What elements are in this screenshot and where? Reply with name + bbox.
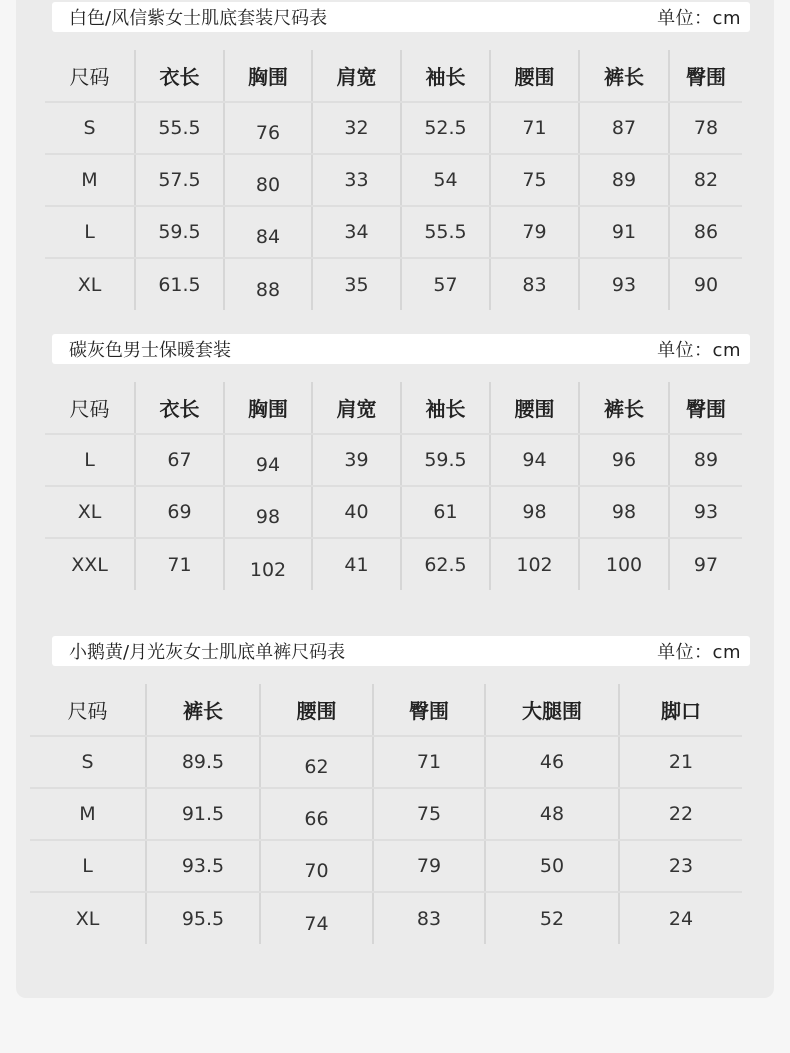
value-cell: 88 (224, 263, 312, 315)
header-cell: 大腿围 (485, 684, 619, 736)
value-cell: 24 (619, 892, 742, 944)
value-cell: 67 (135, 434, 224, 486)
table-row (45, 154, 742, 206)
value-cell: 46 (485, 736, 619, 788)
value-cell: 80 (224, 159, 312, 211)
value-cell: 54 (401, 154, 490, 206)
table-2-unit: 单位：cm (657, 340, 741, 361)
value-cell: 95.5 (146, 892, 260, 944)
value-cell: 100 (579, 538, 669, 590)
table-1-unit: 单位：cm (657, 8, 741, 29)
value-cell: 97 (669, 538, 742, 590)
header-cell: 臀围 (669, 50, 742, 102)
header-cell: 衣长 (135, 50, 224, 102)
value-cell: 50 (485, 840, 619, 892)
value-cell: 21 (619, 736, 742, 788)
value-cell: 98 (490, 486, 579, 538)
size-cell: XL (45, 486, 135, 538)
table-2-title: 碳灰色男士保暖套装 (69, 340, 231, 361)
value-cell: 40 (312, 486, 401, 538)
value-cell: 39 (312, 434, 401, 486)
value-cell: 55.5 (401, 206, 490, 258)
header-cell: 胸围 (224, 382, 312, 434)
size-cell: L (45, 206, 135, 258)
value-cell: 33 (312, 154, 401, 206)
header-cell: 尺码 (30, 684, 146, 736)
table-row (45, 434, 742, 486)
value-cell: 102 (224, 543, 312, 595)
value-cell: 62.5 (401, 538, 490, 590)
header-cell: 尺码 (45, 50, 135, 102)
value-cell: 66 (260, 793, 373, 845)
table-row (30, 736, 742, 788)
header-cell: 臀围 (373, 684, 485, 736)
header-cell: 肩宽 (312, 50, 401, 102)
value-cell: 98 (579, 486, 669, 538)
table-row (45, 258, 742, 310)
size-cell: XL (75, 907, 100, 930)
header-cell: 裤长 (579, 382, 669, 434)
table-row (30, 892, 742, 944)
value-cell: 22 (619, 788, 742, 840)
value-cell: 75 (373, 788, 485, 840)
value-cell: 82 (669, 154, 742, 206)
value-cell: 71 (490, 102, 579, 154)
value-cell: 76 (224, 107, 312, 159)
value-cell: 90 (669, 258, 742, 310)
value-cell: 61 (401, 486, 490, 538)
value-cell: 23 (619, 840, 742, 892)
value-cell: 59.5 (401, 434, 490, 486)
table-row (30, 788, 742, 840)
value-cell: 74 (260, 897, 373, 949)
value-cell: 32 (312, 102, 401, 154)
header-cell: 肩宽 (312, 382, 401, 434)
table-row (45, 486, 742, 538)
value-cell: 89 (579, 154, 669, 206)
value-cell: 61.5 (135, 258, 224, 310)
size-cell: M (45, 154, 135, 206)
value-cell: 93 (579, 258, 669, 310)
value-cell: 98 (224, 491, 312, 543)
header-cell: 衣长 (135, 382, 224, 434)
header-cell: 臀围 (669, 382, 742, 434)
value-cell: 84 (224, 211, 312, 263)
size-cell: M (30, 788, 146, 840)
table-header-row (30, 684, 742, 736)
value-cell: 94 (490, 434, 579, 486)
value-cell: 48 (485, 788, 619, 840)
size-table-2 (45, 382, 742, 590)
header-cell: 袖长 (401, 50, 490, 102)
table-row (45, 206, 742, 258)
size-cell: XL (77, 273, 102, 296)
size-cell: S (30, 736, 146, 788)
table-row (45, 538, 742, 590)
value-cell: 69 (135, 486, 224, 538)
value-cell: 71 (373, 736, 485, 788)
value-cell: 83 (490, 258, 579, 310)
header-cell: 尺码 (45, 382, 135, 434)
value-cell: 52 (485, 892, 619, 944)
value-cell: 52.5 (401, 102, 490, 154)
value-cell: 94 (224, 439, 312, 491)
value-cell: 79 (373, 840, 485, 892)
header-cell: 裤长 (579, 50, 669, 102)
value-cell: 78 (669, 102, 742, 154)
header-cell: 腰围 (490, 382, 579, 434)
value-cell: 71 (135, 538, 224, 590)
size-cell: L (45, 434, 135, 486)
value-cell: 89.5 (146, 736, 260, 788)
table-header-row (45, 50, 742, 102)
table-3-title-bar (52, 636, 750, 666)
value-cell: 59.5 (135, 206, 224, 258)
value-cell: 79 (490, 206, 579, 258)
table-row (45, 102, 742, 154)
table-3-unit: 单位：cm (657, 642, 741, 663)
header-cell: 脚口 (619, 684, 742, 736)
value-cell: 86 (669, 206, 742, 258)
table-row (30, 840, 742, 892)
value-cell: 57.5 (135, 154, 224, 206)
value-cell: 35 (312, 258, 401, 310)
size-cell: XXL (71, 553, 108, 576)
value-cell: 34 (312, 206, 401, 258)
header-cell: 裤长 (146, 684, 260, 736)
header-cell: 胸围 (224, 50, 312, 102)
header-cell: 腰围 (490, 50, 579, 102)
value-cell: 89 (669, 434, 742, 486)
size-cell: L (30, 840, 146, 892)
value-cell: 55.5 (135, 102, 224, 154)
value-cell: 91 (579, 206, 669, 258)
table-2-title-bar (52, 334, 750, 364)
table-1-title: 白色/风信紫女士肌底套装尺码表 (69, 8, 328, 29)
value-cell: 83 (373, 892, 485, 944)
value-cell: 87 (579, 102, 669, 154)
value-cell: 41 (312, 538, 401, 590)
size-table-1 (45, 50, 742, 310)
value-cell: 57 (401, 258, 490, 310)
value-cell: 96 (579, 434, 669, 486)
table-1-title-bar (52, 2, 750, 32)
value-cell: 75 (490, 154, 579, 206)
table-3-title: 小鹅黄/月光灰女士肌底单裤尺码表 (69, 642, 346, 663)
size-table-3 (30, 684, 742, 944)
value-cell: 62 (260, 741, 373, 793)
value-cell: 70 (260, 845, 373, 897)
header-cell: 腰围 (260, 684, 373, 736)
value-cell: 102 (490, 538, 579, 590)
table-header-row (45, 382, 742, 434)
size-cell: S (45, 102, 135, 154)
value-cell: 93 (669, 486, 742, 538)
value-cell: 91.5 (146, 788, 260, 840)
value-cell: 93.5 (146, 840, 260, 892)
header-cell: 袖长 (401, 382, 490, 434)
